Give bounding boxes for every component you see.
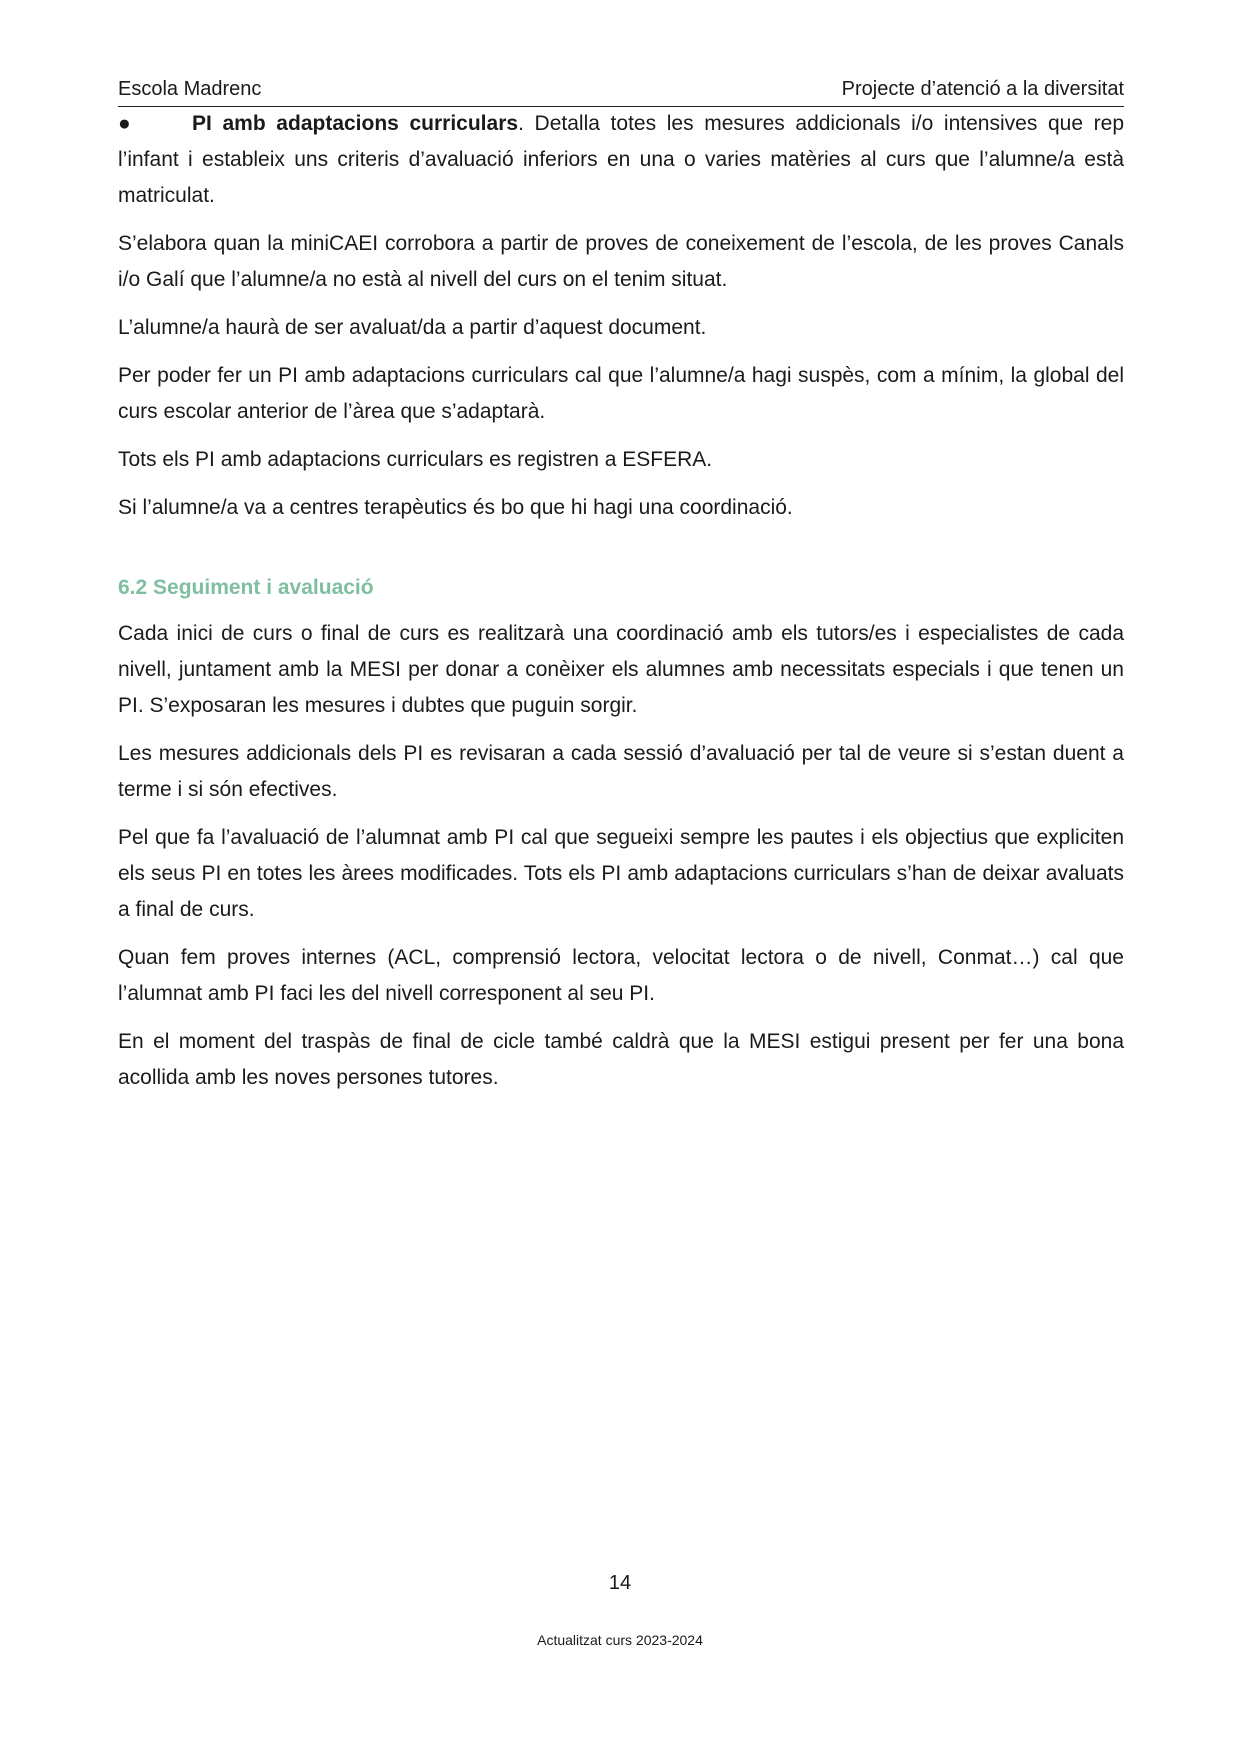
section-paragraph: Quan fem proves internes (ACL, comprensió lectora, velocitat lectora o de nivell, Conmat…) cal que l’alumnat amb PI faci les del nivell corresponent al seu PI.	[118, 946, 1124, 1005]
paragraph: L’alumne/a haurà de ser avaluat/da a partir d’aquest document.	[118, 316, 707, 339]
section-paragraph: Les mesures addicionals dels PI es revisaran a cada sessió d’avaluació per tal de veure si s’estan duent a terme i si són efectives.	[118, 742, 1124, 801]
header-school-name: Escola Madrenc	[118, 78, 262, 100]
section-paragraph: Pel que fa l’avaluació de l’alumnat amb PI cal que segueixi sempre les pautes i els objectius que expliciten els seus PI en totes les àrees modificades. Tots els PI amb adaptacions curriculars s’han de deixar avaluats a final de curs.	[118, 826, 1124, 921]
page-footer: Actualitzat curs 2023-2024	[537, 1632, 703, 1648]
page-content	[118, 106, 1124, 1108]
paragraph: Si l’alumne/a va a centres terapèutics és bo que hi hagi una coordinació.	[118, 496, 793, 519]
bullet-text: . Detalla totes les mesures addicionals i/o intensives que rep l’infant i estableix uns criteris d’avaluació inferiors en una o varies matèries al curs que l’alumne/a està matriculat.	[118, 112, 1124, 207]
paragraph: S’elabora quan la miniCAEI corrobora a partir de proves de coneixement de l’escola, de les proves Canals i/o Galí que l’alumne/a no està al nivell del curs on el tenim situat.	[118, 232, 1124, 291]
bullet-bold-term: PI amb adaptacions curriculars	[192, 112, 519, 135]
header-document-title: Projecte d’atenció a la diversitat	[841, 78, 1124, 100]
page-header	[118, 76, 1124, 107]
paragraph: Per poder fer un PI amb adaptacions curriculars cal que l’alumne/a hagi suspès, com a mínim, la global del curs escolar anterior de l’àrea que s’adaptarà.	[118, 364, 1124, 423]
paragraph: Tots els PI amb adaptacions curriculars es registren a ESFERA.	[118, 448, 713, 471]
section-paragraph: Cada inici de curs o final de curs es realitzarà una coordinació amb els tutors/es i especialistes de cada nivell, juntament amb la MESI per donar a conèixer els alumnes amb necessitats especials i que tenen un PI. S’exposaran les mesures i dubtes que puguin sorgir.	[118, 622, 1124, 717]
page-number: 14	[608, 1572, 632, 1594]
section-heading: 6.2 Seguiment i avaluació	[118, 576, 374, 599]
bullet-item-pi-adaptacions	[118, 106, 1124, 214]
section-paragraph: En el moment del traspàs de final de cicle també caldrà que la MESI estigui present per fer una bona acollida amb les noves persones tutores.	[118, 1030, 1124, 1089]
bullet-icon: ●	[118, 112, 131, 135]
